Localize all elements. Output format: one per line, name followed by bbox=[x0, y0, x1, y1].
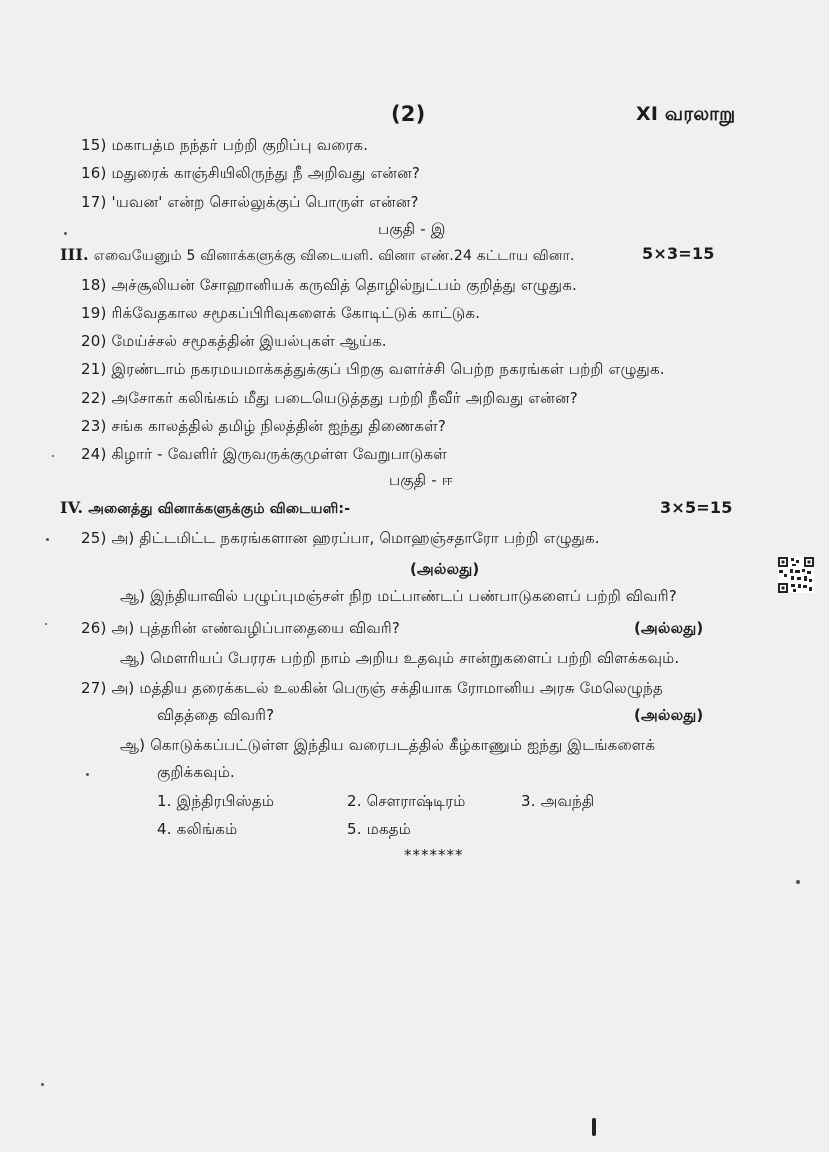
or-label: (அல்லது) bbox=[634, 706, 704, 724]
question-26b: ஆ) மௌரியப் பேரரசு பற்றி நாம் அறிய உதவும் சான்றுகளைப் பற்றி விளக்கவும். bbox=[120, 649, 680, 667]
question-25a: 25) அ) திட்டமிட்ட நகரங்களான ஹரப்பா, மொஹஞ்சதாரோ பற்றி எழுதுக. bbox=[81, 529, 600, 547]
question-26a: 26) அ) புத்தரின் எண்வழிப்பாதையை விவரி? bbox=[81, 619, 401, 637]
question-25b: ஆ) இந்தியாவில் பழுப்புமஞ்சள் நிற மட்பாண்டப் பண்பாடுகளைப் பற்றி விவரி? bbox=[120, 587, 677, 605]
scan-speck bbox=[796, 880, 800, 884]
question-19: 19) ரிக்வேதகால சமூகப்பிரிவுகளைக் கோடிட்டுக் காட்டுக. bbox=[81, 304, 481, 322]
marks-scheme: 3×5=15 bbox=[660, 498, 733, 517]
qr-code-icon bbox=[778, 557, 814, 593]
question-27b-cont: குறிக்கவும். bbox=[157, 763, 235, 781]
section-heading: பகுதி - ஈ bbox=[389, 471, 453, 489]
section-instruction: IV. அனைத்து வினாக்களுக்கும் விடையளி:- bbox=[60, 498, 351, 517]
question-27a-cont: விதத்தை விவரி? bbox=[157, 706, 275, 724]
subject-title: XI வரலாறு bbox=[636, 103, 736, 125]
scan-speck bbox=[46, 538, 49, 541]
or-label: (அல்லது) bbox=[410, 560, 480, 578]
question-23: 23) சங்க காலத்தில் தமிழ் நிலத்தின் ஐந்து திணைகள்? bbox=[81, 417, 447, 435]
question-27b: ஆ) கொடுக்கப்பட்டுள்ள இந்திய வரைபடத்தில் கீழ்காணும் ஐந்து இடங்களைக் bbox=[120, 736, 656, 754]
place-2: 2. சௌராஷ்டிரம் bbox=[347, 792, 466, 810]
place-3: 3. அவந்தி bbox=[521, 792, 595, 810]
scan-mark bbox=[592, 1118, 596, 1136]
or-label: (அல்லது) bbox=[634, 619, 704, 637]
marks-scheme: 5×3=15 bbox=[642, 244, 715, 263]
place-5: 5. மகதம் bbox=[347, 820, 411, 838]
section-heading: பகுதி - இ bbox=[378, 220, 446, 238]
question-18: 18) அச்சூலியன் சோஹானியக் கருவித் தொழில்நுட்பம் குறித்து எழுதுக. bbox=[81, 276, 577, 294]
question-20: 20) மேய்ச்சல் சமூகத்தின் இயல்புகள் ஆய்க. bbox=[81, 332, 387, 350]
scan-speck bbox=[52, 455, 54, 457]
scan-speck bbox=[45, 623, 47, 625]
scan-speck bbox=[41, 1083, 44, 1086]
question-27a: 27) அ) மத்திய தரைக்கடல் உலகின் பெருஞ் சக்தியாக ரோமானிய அரசு மேலெழுந்த bbox=[81, 679, 663, 697]
place-4: 4. கலிங்கம் bbox=[157, 820, 238, 838]
end-marker: ******* bbox=[404, 846, 464, 864]
scan-speck bbox=[64, 232, 67, 235]
place-1: 1. இந்திரபிஸ்தம் bbox=[157, 792, 275, 810]
question-16: 16) மதுரைக் காஞ்சியிலிருந்து நீ அறிவது என்ன? bbox=[81, 164, 421, 182]
question-15: 15) மகாபத்ம நந்தர் பற்றி குறிப்பு வரைக. bbox=[81, 136, 369, 154]
page-number: (2) bbox=[391, 102, 426, 126]
question-21: 21) இரண்டாம் நகரமயமாக்கத்துக்குப் பிறகு வளர்ச்சி பெற்ற நகரங்கள் பற்றி எழுதுக. bbox=[81, 360, 665, 378]
question-22: 22) அசோகர் கலிங்கம் மீது படையெடுத்தது பற்றி நீவீர் அறிவது என்ன? bbox=[81, 389, 578, 407]
scan-speck bbox=[86, 773, 89, 776]
question-17: 17) 'யவன' என்ற சொல்லுக்குப் பொருள் என்ன? bbox=[81, 193, 419, 211]
section-instruction: III. எவையேனும் 5 வினாக்களுக்கு விடையளி. வினா எண்.24 கட்டாய வினா. bbox=[60, 245, 575, 264]
question-24: 24) கிழார் - வேளிர் இருவருக்குமுள்ள வேறுபாடுகள் bbox=[81, 445, 448, 463]
